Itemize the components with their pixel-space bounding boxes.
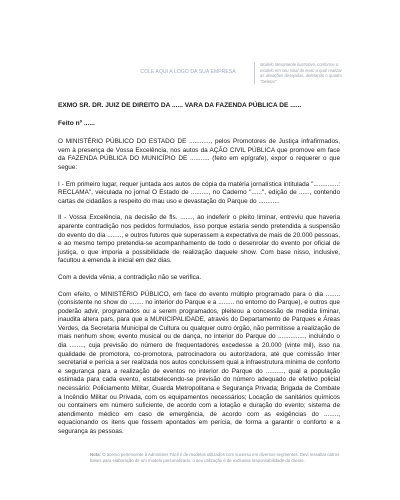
document-heading: EXMO SR. DR. JUIZ DE DIREITO DA ...... VARA DA FAZENDA PÚBLICA DE ...... xyxy=(58,102,302,109)
footnote-label: Nota: xyxy=(90,452,101,457)
paragraph: I - Em primeiro lugar, requer juntada aos autos de cópia da matéria jornalística intitulada "..............: RECLAMA", veiculada no jornal O Estado de .........., no Caderno "......", edição de ......, contendo cartas de cidadãos a respeito do mau uso e devastação do Parque do ............ xyxy=(58,180,340,205)
document-body xyxy=(58,102,340,445)
case-number: Feito nº ...... xyxy=(58,119,95,127)
paragraph: Com a devida vênia, a contradição não se verifica. xyxy=(58,273,202,281)
paragraph: Com efeito, o MINISTÉRIO PÚBLICO, em face do evento múltiplo programado para o dia ........ (consistente no show do ........ no interior do Parque e a ......... no entorno do Parque), e outros que poderão advir, programados ou a serem programados, pleiteou a concessão de medida liminar, inaudita altera pars, para que a MUNICIPALIDADE, através do Departamento de Parques e Áreas Verdes, da Secretaria Municipal de Cultura ou qualquer outro órgão, não permitisse a realização de mais nenhum show, evento musical ou de dança, no interior do Parque do ..............., incluindo o dia ........, cuja previsão do número de frequentadores excedesse a 20.000 (vinte mil), isso na qualidade de promotora, co-promotora, patrocinadora ou autorizadora, até que comissão Inter secretarial e perícia a ser realizada nos autos concluíssem qual a infraestrutura mínima de conforto e segurança para a realização de eventos no interior do Parque do .........., qual a população estimada para cada evento, estabelecendo-se previsão do número adequado de efetivo policial necessário: Policiamento Militar, Guarda Metropolitana e Segurança Privada; Brigada de Combate a Incêndio Militar ou Privada, com os equipamentos necessários; Locação de sanitários químicos ou containers em número suficiente, de acordo com a lotação e duração do evento; sistema de atendimento médico em caso de emergência, de acordo com as exigências do ........, equacionando os itens que fossem apontados em perícia, de forma a garantir o conforto e a segurança às pessoas. xyxy=(58,290,340,435)
side-note: Modelo Meramente ilustrativo, conforme o modelo em seu sinal do texto a qual realizar as ativações desejadas, deletando o quadro "Deletar" xyxy=(254,62,344,84)
paragraph: II - Vossa Excelência, na decisão de fls. ......., ao indeferir o pleito liminar, entreviu que haveria aparente contradição nos pedidos formulados, isso porque estaria sendo pretendida a suspensão do evento do dia ........, e outros futuros que superassem a expectativa de mais de 20.000 pessoas, e ao mesmo tempo pretendia-se acompanhamento de todo o desenrolar do evento por oficial de justiça, o que imporia a possibilidade de realização daquele show. Com base nisso, inclusive, facultou a emenda à inicial em dez dias. xyxy=(58,214,340,265)
footnote xyxy=(90,452,342,464)
paragraph: O MINISTÉRIO PÚBLICO DO ESTADO DE ............, pelos Promotores de Justiça infrafirmados, vem à presença de Vossa Excelência, nos autos da AÇÃO CIVIL PÚBLICA que promove em face da FAZENDA PÚBLICA DO MUNICÍPIO DE ........... (feito em epígrafe), expor o requerer o que segue: xyxy=(58,138,340,171)
logo-placeholder: COLE AQUI A LOGO DA SUA EMPRESA xyxy=(140,69,236,75)
footnote-text: O acervo pertencente à Administer Fácil é de modelos utilizados com sucesso em diversos segmentos. Devi ressaltar outros bases para elaboração de um modelo personalizado, o seu utilização é de exclusiva responsabilidade do cliente. xyxy=(90,452,340,463)
